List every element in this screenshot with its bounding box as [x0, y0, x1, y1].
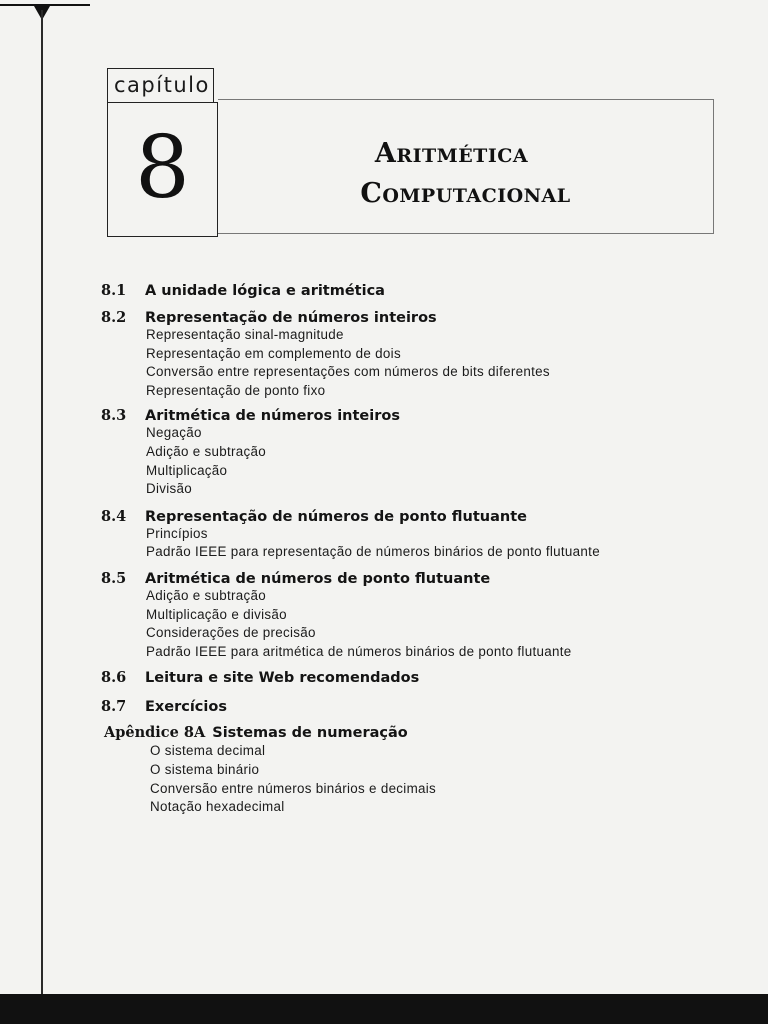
- toc-section: [101, 282, 701, 304]
- chapter-label: capítulo: [114, 73, 210, 97]
- section-title: Exercícios: [145, 699, 227, 716]
- table-of-contents: [101, 282, 701, 817]
- section-number: 8.1: [101, 282, 127, 299]
- scan-bottom-border: [0, 994, 768, 1024]
- subsection-item: Representação de ponto fixo: [146, 382, 326, 398]
- toc-section: [101, 407, 701, 498]
- subsection-item: Adição e subtração: [146, 443, 267, 459]
- section-title: Sistemas de numeração: [212, 725, 408, 742]
- subsection-item: O sistema binário: [150, 761, 260, 777]
- section-number: 8.7: [101, 698, 127, 716]
- section-number: 8.3: [101, 407, 127, 425]
- chapter-title-box: [218, 99, 714, 234]
- section-title: Representação de números inteiros: [145, 310, 437, 326]
- section-number: 8.4: [101, 507, 127, 525]
- section-title: Aritmética de números de ponto flutuante: [145, 570, 491, 587]
- subsection-item: Representação em complemento de dois: [146, 345, 401, 361]
- subsection-item: Divisão: [146, 481, 193, 497]
- toc-section: [104, 724, 704, 816]
- section-title: Representação de números de ponto flutuante: [145, 508, 527, 525]
- chapter-label-box: [107, 68, 214, 102]
- subsection-item: Negação: [146, 425, 202, 441]
- subsection-item: Conversão entre representações com números de bits diferentes: [146, 364, 550, 380]
- page-corner-mark: [0, 0, 90, 22]
- chapter-title-line1: Aritmética: [374, 138, 529, 169]
- toc-section: [101, 570, 701, 661]
- subsection-item: Representação sinal-magnitude: [146, 327, 344, 342]
- subsection-item: Padrão IEEE para aritmética de números binários de ponto flutuante: [146, 643, 572, 659]
- chapter-number-box: [107, 102, 218, 237]
- subsection-item: Padrão IEEE para representação de números binários de ponto flutuante: [146, 544, 600, 560]
- section-title: Aritmética de números inteiros: [145, 408, 400, 425]
- subsection-item: Multiplicação e divisão: [146, 606, 287, 622]
- toc-section: [101, 669, 701, 691]
- page-binding-line: [41, 10, 43, 995]
- section-number: 8.2: [101, 309, 127, 326]
- section-number: 8.5: [101, 569, 127, 587]
- toc-section: [101, 698, 701, 720]
- subsection-item: Notação hexadecimal: [150, 799, 285, 815]
- subsection-item: Multiplicação: [146, 462, 228, 478]
- section-title: A unidade lógica e aritmética: [145, 283, 385, 299]
- section-number: Apêndice 8A: [104, 724, 206, 742]
- toc-section: [101, 309, 701, 400]
- section-title: Leitura e site Web recomendados: [145, 670, 420, 687]
- subsection-item: Adição e subtração: [146, 587, 267, 603]
- chapter-title-line2: Computacional: [360, 178, 571, 209]
- subsection-item: O sistema decimal: [150, 743, 266, 759]
- toc-section: [101, 508, 701, 562]
- subsection-item: Princípios: [146, 525, 208, 541]
- section-number: 8.6: [101, 669, 127, 687]
- chapter-number: 8: [135, 118, 190, 218]
- subsection-item: Considerações de precisão: [146, 625, 316, 641]
- subsection-item: Conversão entre números binários e decimais: [150, 780, 437, 796]
